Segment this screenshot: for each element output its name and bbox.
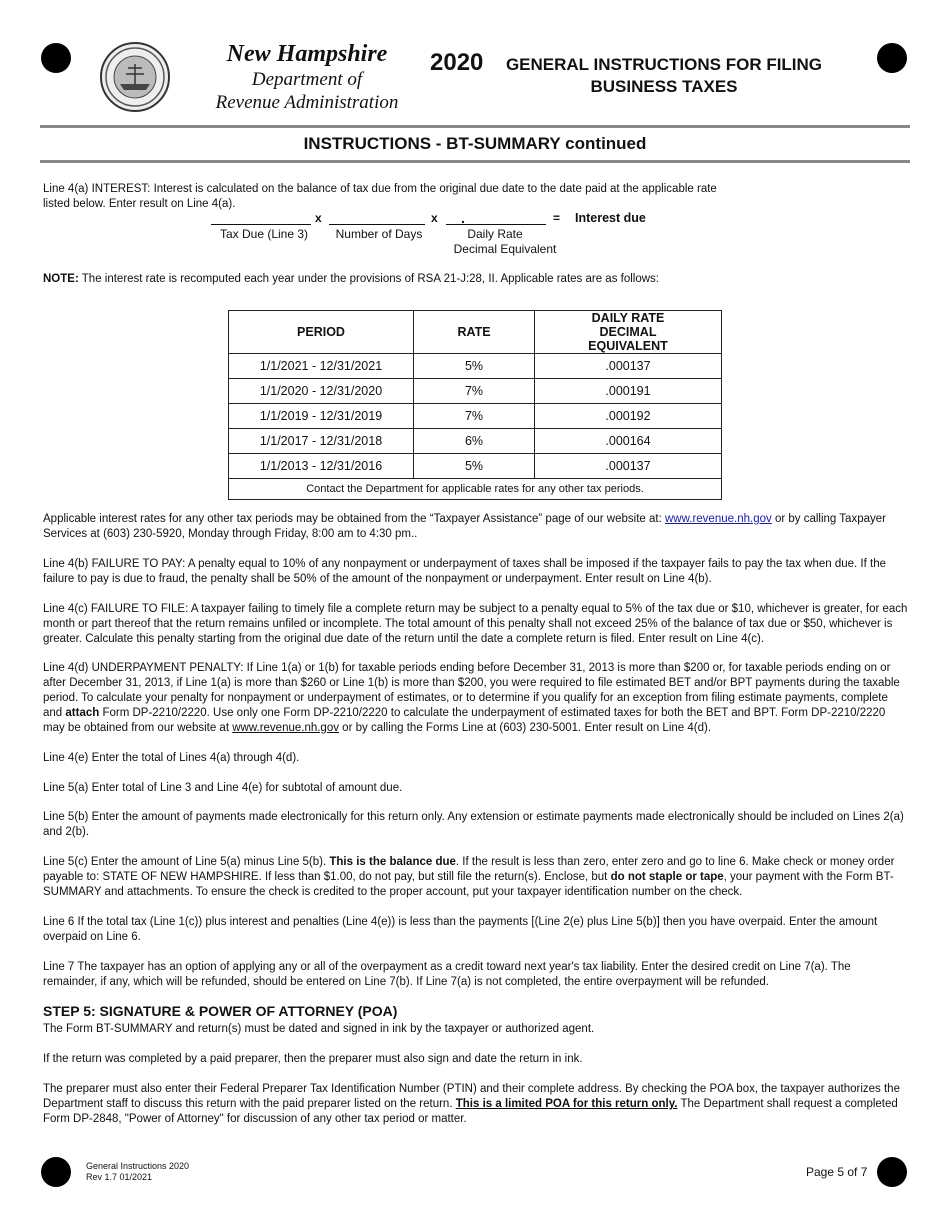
note-text: The interest rate is recomputed each year under the provisions of RSA 21-J:28, II. Applicable rates are as follows: [78,273,659,285]
line-5c-text-1: Line 5(c) Enter the amount of Line 5(a) minus Line 5(b). [43,856,330,868]
registration-mark-bottom-left [41,1157,71,1187]
table-footnote: Contact the Department for applicable rates for any other tax periods. [229,479,722,500]
note-paragraph [43,272,908,287]
step-5-paragraph-3 [43,1082,908,1127]
header-rule-top [40,125,910,128]
period-column-header: PERIOD [229,311,414,354]
line-6-paragraph: Line 6 If the total tax (Line 1(c)) plus interest and penalties (Line 4(e)) is less than the payments [(Line 2(e) plus Line 5(b)] then you have overpaid. Enter the amount overpaid on Line 6. [43,916,878,943]
daily-rate-column-header: DAILY RATE DECIMAL EQUIVALENT [535,311,722,354]
table-row [229,429,722,454]
line-4d-attach: attach [65,707,100,719]
rate-cell: 7% [414,404,535,429]
line-4d-text-3: or by calling the Forms Line at (603) 230-5001. Enter result on Line 4(d). [338,722,712,734]
step-5-text-a: The preparer must also enter their Federal Preparer Tax Identification Number (PTIN) and their complete address. By checking the POA box, the taxpayer authorizes the Department staff to discuss this return with the paid preparer listed on the return. [43,1083,900,1110]
line-5b-paragraph: Line 5(b) Enter the amount of payments made electronically for this return only. Any extension or estimate payments made electronically should be included on Lines 2(a) and 2(b). [43,811,904,838]
daily-rate-cell: .000137 [535,454,722,479]
table-row [229,454,722,479]
limited-poa-emphasis: This is a limited POA for this return only. [455,1098,678,1110]
tax-due-label: Tax Due (Line 3) [219,227,309,241]
line-4d-text-1: Line 4(d) UNDERPAYMENT PENALTY: If Line 1(a) or 1(b) for taxable periods ending before December 31, 2013 is more than $200 or, for taxable periods ending on or after December 31, 2013, if Line 1(a) is more than $260 or Line 1(b) is more than $200, you were required to file estimated BET and/or BPT payments during the taxable period. To calculate your penalty for nonpayment or underpayment of estimates, or to determine if you qualify for an exception from filing estimate payments, complete and [43,662,900,719]
rate-cell: 5% [414,354,535,379]
line-5a-paragraph: Line 5(a) Enter total of Line 3 and Line 4(e) for subtotal of amount due. [43,782,403,794]
daily-rate-cell: .000192 [535,404,722,429]
daily-rate-cell: .000137 [535,354,722,379]
page-number: Page 5 of 7 [806,1165,868,1179]
document-title-line-2: BUSINESS TAXES [590,77,738,96]
daily-rate-label: Daily Rate [467,227,523,241]
registration-mark-top-left [41,43,71,73]
period-cell: 1/1/2021 - 12/31/2021 [229,354,414,379]
agency-name [190,40,424,114]
note-label: NOTE: [43,273,79,285]
state-seal-logo [100,42,170,112]
forms-website-link[interactable]: www.revenue.nh.gov [232,722,339,734]
step-5-text-c: The Department shall request a completed Form DP-2848, "Power of Attorney" for discussion of any other tax period or matter. [43,1098,898,1125]
multiply-sign-2: x [431,211,438,225]
rate-cell: 7% [414,379,535,404]
table-row [229,404,722,429]
tax-due-blank [211,224,311,225]
decimal-point: . [461,210,465,226]
footer-line-2: Rev 1.7 01/2021 [86,1172,153,1182]
interest-rate-table [228,310,722,500]
period-cell: 1/1/2020 - 12/31/2020 [229,379,414,404]
period-cell: 1/1/2019 - 12/31/2019 [229,404,414,429]
multiply-sign-1: x [315,211,322,225]
applicable-rates-paragraph [43,512,908,542]
table-row [229,354,722,379]
rate-cell: 5% [414,454,535,479]
period-cell: 1/1/2017 - 12/31/2018 [229,429,414,454]
line-4a-text: Line 4(a) INTEREST: Interest is calculated on the balance of tax due from the original due date to the date paid at the applicable rate listed below. Enter result on Line 4(a). [43,183,717,210]
daily-rate-cell: .000191 [535,379,722,404]
table-header-row [229,311,722,354]
line-4b-paragraph: Line 4(b) FAILURE TO PAY: A penalty equal to 10% of any nonpayment or underpayment of taxes shall be imposed if the taxpayer fails to pay the tax when due. If the failure to pay is due to fraud, the penalty shall be 50% of the amount of the nonpayment or underpayment. Enter result on Line 4(b). [43,558,886,585]
balance-due-emphasis: This is the balance due [329,856,456,868]
equals-sign: = [553,211,561,225]
registration-mark-bottom-right [877,1157,907,1187]
agency-line-3: Revenue Administration [215,92,399,113]
number-of-days-label: Number of Days [335,227,423,241]
footer-document-info [86,1161,189,1183]
period-cell: 1/1/2013 - 12/31/2016 [229,454,414,479]
no-staple-emphasis: do not staple or tape [610,871,724,883]
line-4d-paragraph [43,661,908,736]
line-5c-paragraph [43,855,908,900]
rate-column-header: RATE [414,311,535,354]
document-title [500,54,828,98]
section-title: INSTRUCTIONS - BT-SUMMARY continued [303,134,647,153]
line-7-paragraph: Line 7 The taxpayer has an option of applying any or all of the overpayment as a credit toward next year's tax liability. Enter the desired credit on Line 7(a). The remainder, if any, which will be refunded, should be entered on Line 7(b). If Line 7(a) is not completed, the entire overpayment will be refunded. [43,961,851,988]
table-row [229,379,722,404]
decimal-equivalent-label: Decimal Equivalent [453,242,557,256]
agency-line-1: New Hampshire [226,41,388,67]
header-rule-bottom [40,160,910,163]
table-footnote-row [229,479,722,500]
line-5c-text-2: . If the result is less than zero, enter zero and go to line 6. Make check or money order payable to: STATE OF NEW HAMPSHIRE. If less than $1.00, do not pay, but still file the return(s). Enclose, but [43,856,895,883]
form-year: 2020 [430,49,484,76]
line-4e-paragraph: Line 4(e) Enter the total of Lines 4(a) through 4(d). [43,752,300,764]
line-4c-paragraph: Line 4(c) FAILURE TO FILE: A taxpayer failing to timely file a complete return may be subject to a penalty equal to 5% of the tax due or $10, whichever is greater, for each month or part thereof that the return remains unfiled or incomplete. The total amount of this penalty shall not exceed 25% of the balance of tax due or $50, whichever is greater. Calculate this penalty starting from the original due date of the return until the date a complete return is filed. Enter result on Line 4(c). [43,603,908,645]
website-link[interactable]: www.revenue.nh.gov [664,513,772,525]
step-5-paragraph-1: The Form BT-SUMMARY and return(s) must be dated and signed in ink by the taxpayer or authorized agent. [43,1023,595,1035]
applicable-text-after: or by calling Taxpayer Services at (603) 230-5920, Monday through Friday, 8:00 am to 4:30 pm.. [43,513,886,540]
footer-line-1: General Instructions 2020 [86,1161,190,1171]
step-5-paragraph-2: If the return was completed by a paid preparer, then the preparer must also sign and date the return in ink. [43,1053,583,1065]
rate-cell: 6% [414,429,535,454]
interest-due-label: Interest due [575,211,646,225]
document-title-line-1: GENERAL INSTRUCTIONS FOR FILING [505,55,823,74]
step-5-heading: STEP 5: SIGNATURE & POWER OF ATTORNEY (POA) [43,1003,398,1019]
daily-rate-cell: .000164 [535,429,722,454]
applicable-text-before: Applicable interest rates for any other tax periods may be obtained from the “Taxpayer Assistance” page of our website at: [43,513,665,525]
agency-line-2: Department of [251,69,363,90]
line-4d-text-2: Form DP-2210/2220. Use only one Form DP-2210/2220 to calculate the underpayment of estimated taxes for both the BET and BPT. Form DP-2210/2220 may be obtained from our website at [43,707,886,734]
registration-mark-top-right [877,43,907,73]
days-blank [329,224,425,225]
line-5c-text-3: , your payment with the Form BT-SUMMARY and attachments. To ensure the check is credited to the proper account, put your taxpayer identification number on the check. [43,871,894,898]
